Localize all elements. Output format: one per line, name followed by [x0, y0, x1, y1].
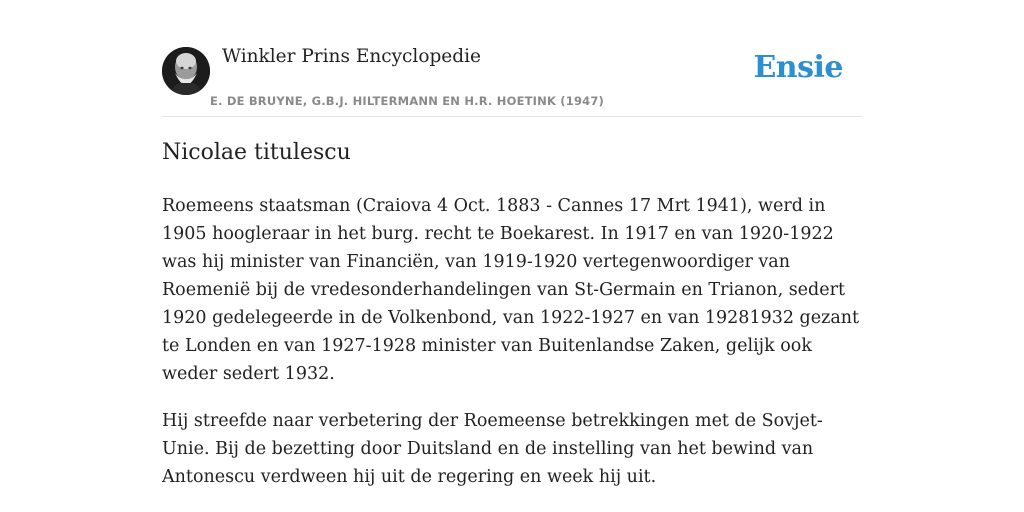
ensie-logo-link[interactable]: Ensie — [753, 50, 843, 85]
article-paragraph: Hij streefde naar verbetering der Roemeense betrekkingen met de Sovjet-Unie. Bij de bezetting door Duitsland en de instelling van het bewind van Antonescu verdween hij uit de regering en week hij uit. — [162, 411, 823, 487]
article-body — [162, 192, 862, 510]
article-title: Nicolae titulescu — [162, 140, 351, 165]
source-authors: E. DE BRUYNE, G.B.J. HILTERMANN EN H.R. HOETINK (1947) — [210, 94, 605, 108]
portrait-avatar-icon[interactable] — [162, 47, 210, 95]
source-header — [162, 40, 862, 117]
article-paragraph: Roemeens staatsman (Craiova 4 Oct. 1883 - Cannes 17 Mrt 1941), werd in 1905 hoogleraar in het burg. recht te Boekarest. In 1917 en van 1920-1922 was hij minister van Financiën, van 1919-1920 vertegenwoordiger van Roemenië bij de vredesonderhandelingen van St-Germain en Trianon, sedert 1920 gedelegeerde in de Volkenbond, van 1922-1927 en van 19281932 gezant te Londen en van 1927-1928 minister van Buitenlandse Zaken, gelijk ook weder sedert 1932. — [162, 196, 860, 384]
source-title[interactable]: Winkler Prins Encyclopedie — [222, 46, 481, 67]
